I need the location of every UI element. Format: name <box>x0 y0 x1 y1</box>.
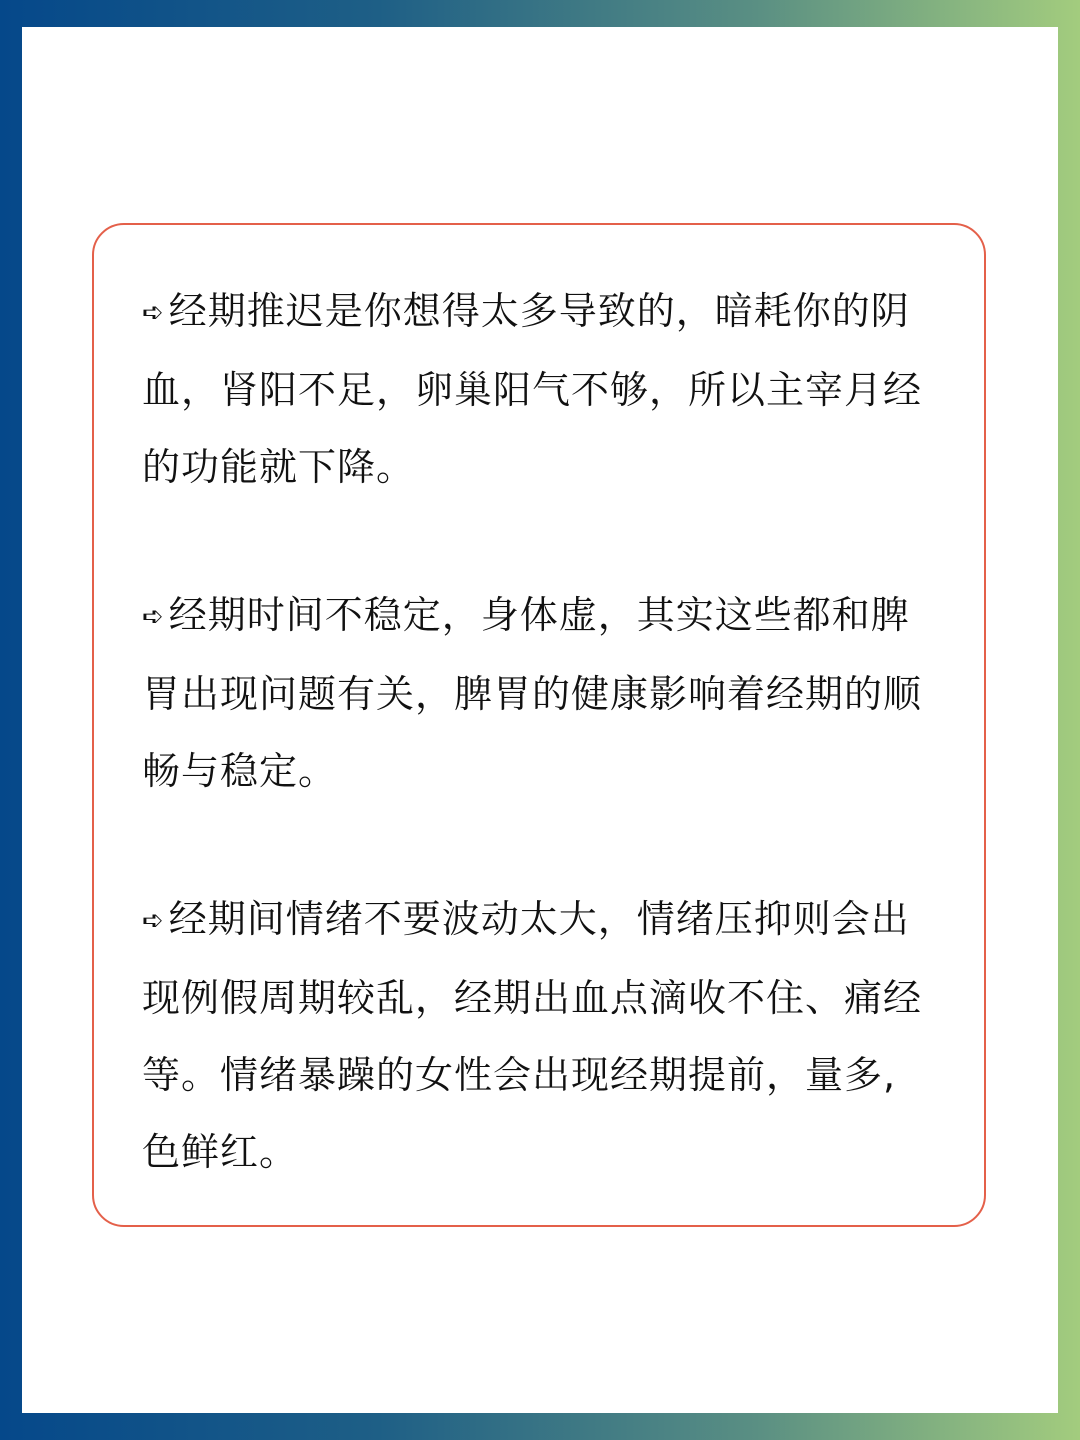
paragraph-1-text: 经期推迟是你想得太多导致的，暗耗你的阴血，肾阳不足，卵巢阳气不够，所以主宰月经的功能就下降。 <box>142 289 923 489</box>
paragraph-1 <box>142 273 932 506</box>
page-background <box>22 27 1058 1413</box>
paragraph-2-text: 经期时间不稳定，身体虚，其实这些都和脾胃出现问题有关，脾胃的健康影响着经期的顺畅与稳定。 <box>142 593 923 793</box>
paragraph-3-text: 经期间情绪不要波动太大，情绪压抑则会出现例假周期较乱，经期出血点滴收不住、痛经等。情绪暴躁的女性会出现经期提前，量多,色鲜红。 <box>142 897 923 1174</box>
content-card <box>92 223 986 1227</box>
paragraph-3 <box>142 881 932 1191</box>
arrow-right-icon: ➪ <box>142 602 165 632</box>
paragraph-2 <box>142 577 932 810</box>
arrow-right-icon: ➪ <box>142 906 165 936</box>
arrow-right-icon: ➪ <box>142 298 165 328</box>
